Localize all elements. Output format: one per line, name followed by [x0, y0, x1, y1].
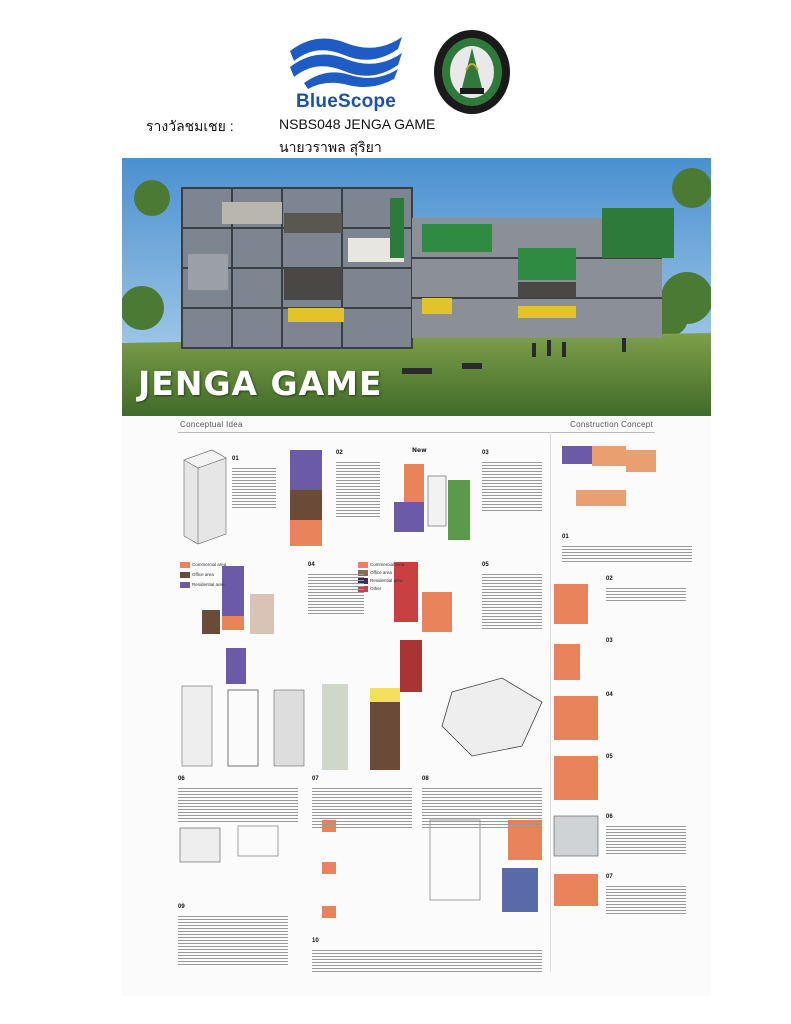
- text-block: [178, 916, 288, 966]
- text-block: [312, 788, 412, 828]
- legend-office: Office area: [180, 572, 214, 578]
- text-block: [562, 546, 692, 562]
- text-block: [482, 574, 542, 630]
- diagram-structure: [182, 678, 542, 770]
- step-08: 08: [422, 776, 429, 782]
- text-block: [606, 886, 686, 916]
- association-seal-logo: [432, 28, 512, 116]
- legend-b-commercial: Commercial area: [358, 562, 404, 568]
- building-rendering: [122, 158, 711, 416]
- step-09: 09: [178, 904, 185, 910]
- diagram-new-buildings: [394, 447, 470, 540]
- step-05: 05: [482, 562, 489, 568]
- conceptual-idea-heading: Conceptual Idea: [180, 420, 243, 429]
- legend-b-office: Office area: [358, 570, 392, 576]
- designer-name: นายวราพล สุริยา: [279, 139, 382, 155]
- side-step-05: 05: [606, 754, 613, 760]
- entry-code: NSBS048 JENGA GAME: [279, 116, 436, 132]
- award-label: รางวัลชมเชย :: [146, 118, 234, 134]
- right-building-block: [412, 208, 674, 338]
- side-step-06: 06: [606, 814, 613, 820]
- legend-b-other: Other: [358, 586, 381, 592]
- side-step-04: 04: [606, 692, 613, 698]
- text-block: [308, 574, 364, 614]
- step-04: 04: [308, 562, 315, 568]
- svg-text:New: New: [412, 447, 427, 454]
- step-01: 01: [232, 456, 239, 462]
- step-02: 02: [336, 450, 343, 456]
- step-06: 06: [178, 776, 185, 782]
- main-building-block: [182, 188, 412, 348]
- side-step-07: 07: [606, 874, 613, 880]
- project-title: JENGA GAME: [138, 364, 383, 403]
- diagram-modules: [180, 820, 542, 918]
- text-block: [606, 826, 686, 856]
- diagram-tower-stacked: [290, 450, 322, 546]
- bluescope-logo: [282, 33, 410, 115]
- legend-b-residential: Residential area: [358, 578, 403, 584]
- step-10: 10: [312, 938, 319, 944]
- text-block: [606, 588, 686, 602]
- construction-concept-heading: Construction Concept: [570, 420, 653, 429]
- diagram-tower-plain: [184, 450, 226, 544]
- text-block: [178, 788, 298, 824]
- side-step-01: 01: [562, 534, 569, 540]
- step-07: 07: [312, 776, 319, 782]
- legend-commercial: Commercial area: [180, 562, 226, 568]
- step-03: 03: [482, 450, 489, 456]
- text-block: [482, 462, 542, 512]
- presentation-sheet: [122, 416, 711, 996]
- bluescope-wordmark: BlueScope: [296, 91, 396, 112]
- text-block: [422, 788, 542, 828]
- text-block: [336, 462, 380, 518]
- legend-residential: Residential area: [180, 582, 225, 588]
- bluescope-waves-icon: [286, 33, 406, 89]
- side-step-03: 03: [606, 638, 613, 644]
- text-block: [232, 468, 276, 508]
- side-step-02: 02: [606, 576, 613, 582]
- text-block: [312, 950, 542, 974]
